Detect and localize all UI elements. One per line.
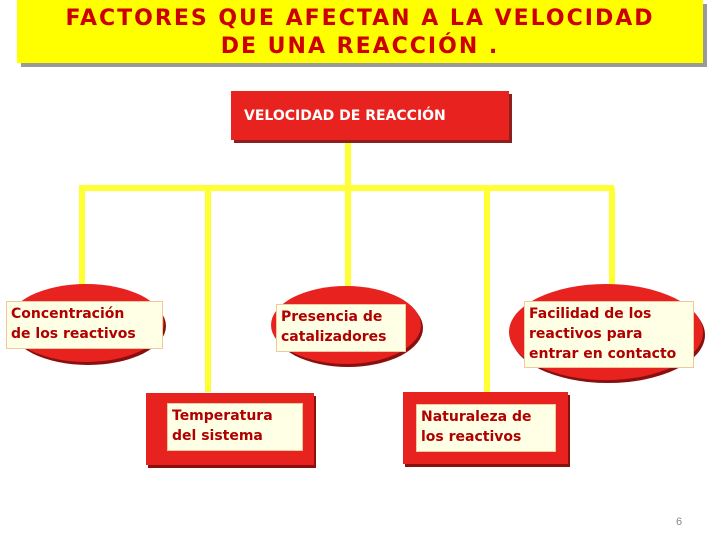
root-label: VELOCIDAD DE REACCIÓN xyxy=(244,107,446,124)
node-concentracion-label: Concentración de los reactivos xyxy=(6,301,163,349)
node-temperatura-label: Temperatura del sistema xyxy=(167,403,303,451)
title-line-1: FACTORES QUE AFECTAN A LA VELOCIDAD xyxy=(65,6,655,31)
root-node xyxy=(231,91,509,140)
page-number: 6 xyxy=(676,516,683,528)
node-catalizadores-label: Presencia de catalizadores xyxy=(276,304,406,352)
node-naturaleza-label: Naturaleza de los reactivos xyxy=(416,404,556,452)
title-line-2: DE UNA REACCIÓN . xyxy=(220,34,500,59)
node-facilidad-label: Facilidad de los reactivos para entrar en contacto xyxy=(524,301,694,368)
